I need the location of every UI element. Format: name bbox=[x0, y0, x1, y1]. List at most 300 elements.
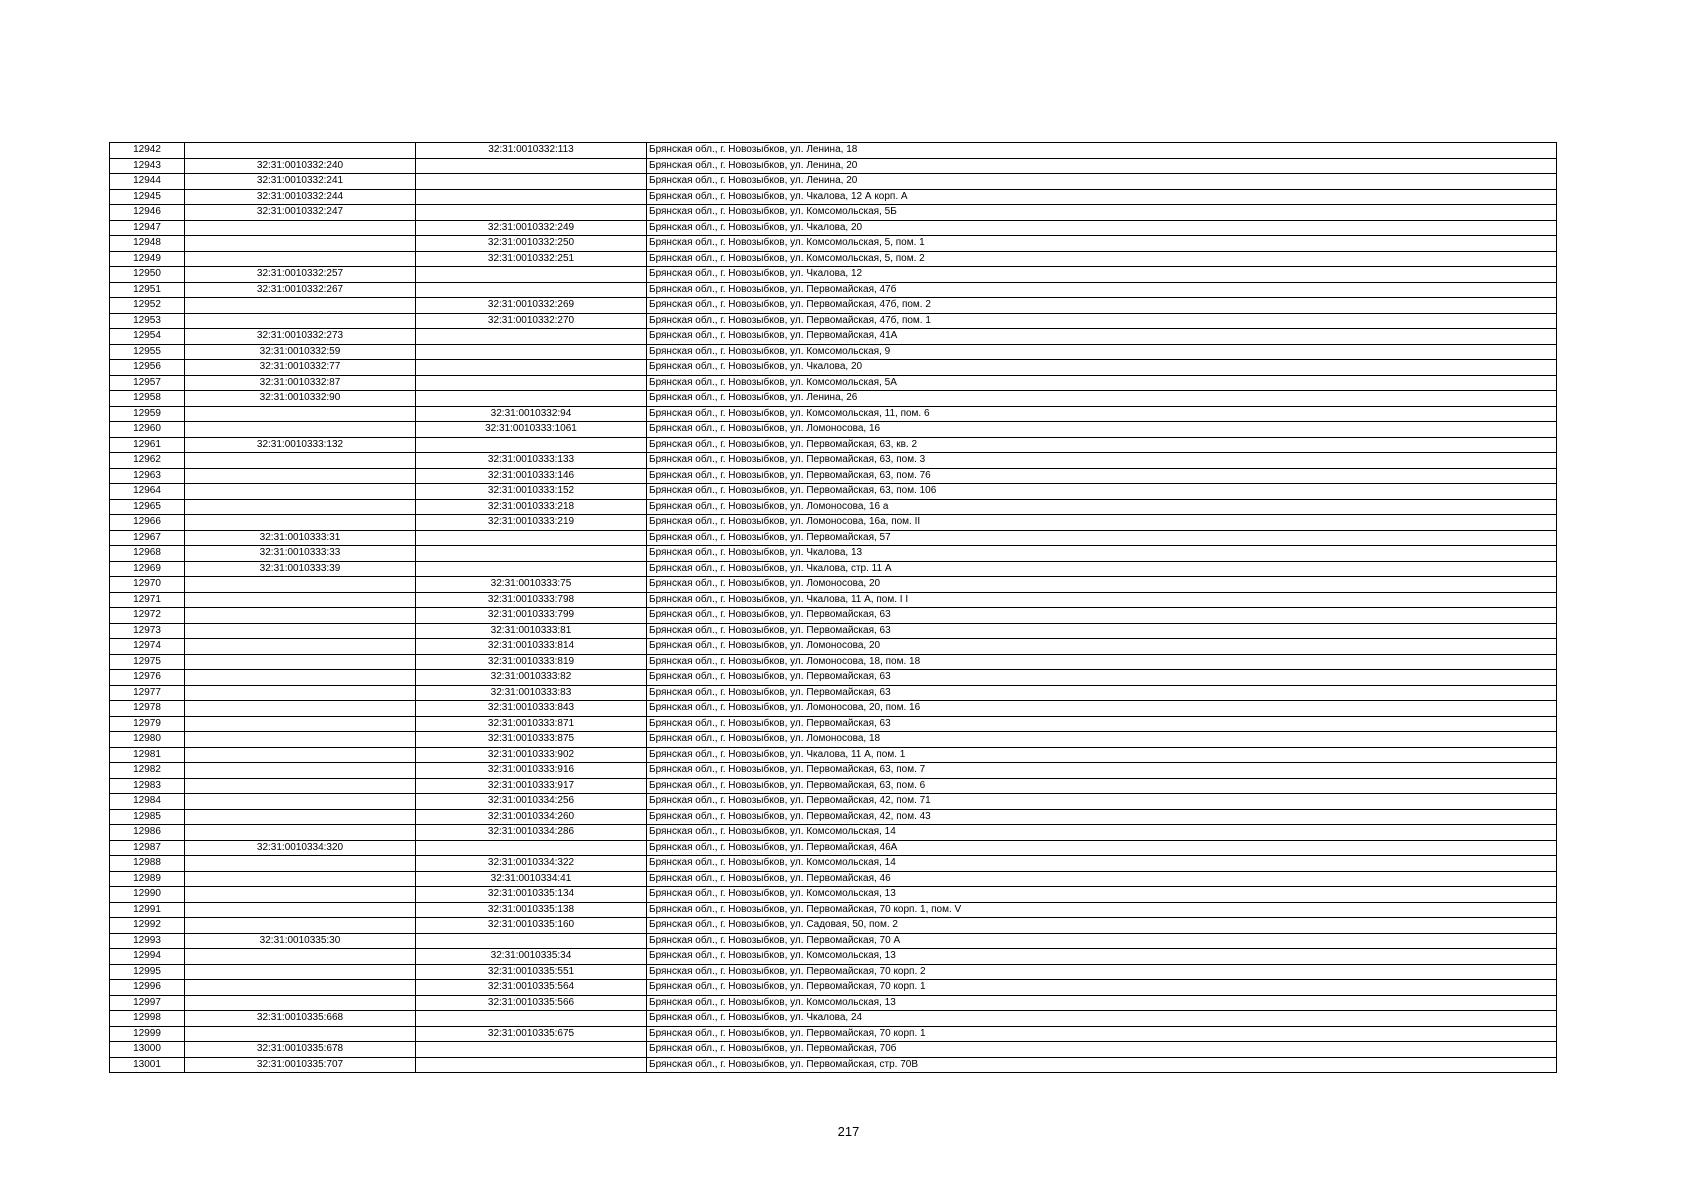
cadastral-number-alt-cell bbox=[416, 329, 647, 345]
cadastral-number-cell: 32:31:0010335:668 bbox=[185, 1011, 416, 1027]
row-number-cell: 12968 bbox=[110, 546, 185, 562]
address-cell: Брянская обл., г. Новозыбков, ул. Ленина, 20 bbox=[647, 158, 1557, 174]
row-number-cell: 12953 bbox=[110, 313, 185, 329]
cadastral-number-alt-cell: 32:31:0010333:133 bbox=[416, 453, 647, 469]
cadastral-number-alt-cell: 32:31:0010333:875 bbox=[416, 732, 647, 748]
table-row bbox=[110, 887, 1557, 903]
cadastral-number-alt-cell bbox=[416, 1011, 647, 1027]
address-cell: Брянская обл., г. Новозыбков, ул. Чкалова, 13 bbox=[647, 546, 1557, 562]
row-number-cell: 12977 bbox=[110, 685, 185, 701]
cadastral-number-cell: 32:31:0010332:273 bbox=[185, 329, 416, 345]
table-row bbox=[110, 685, 1557, 701]
cadastral-number-cell bbox=[185, 499, 416, 515]
cadastral-number-alt-cell bbox=[416, 933, 647, 949]
table-row bbox=[110, 515, 1557, 531]
cadastral-number-cell bbox=[185, 964, 416, 980]
address-cell: Брянская обл., г. Новозыбков, ул. Первомайская, 63, пом. 106 bbox=[647, 484, 1557, 500]
table-row bbox=[110, 391, 1557, 407]
cadastral-number-alt-cell bbox=[416, 375, 647, 391]
row-number-cell: 12949 bbox=[110, 251, 185, 267]
row-number-cell: 12974 bbox=[110, 639, 185, 655]
row-number-cell: 12978 bbox=[110, 701, 185, 717]
table-row bbox=[110, 840, 1557, 856]
row-number-cell: 12961 bbox=[110, 437, 185, 453]
row-number-cell: 12950 bbox=[110, 267, 185, 283]
cadastral-number-alt-cell: 32:31:0010334:256 bbox=[416, 794, 647, 810]
address-cell: Брянская обл., г. Новозыбков, ул. Ленина, 20 bbox=[647, 174, 1557, 190]
page-number: 217 bbox=[837, 1124, 860, 1139]
table-row bbox=[110, 608, 1557, 624]
cadastral-number-alt-cell: 32:31:0010333:1061 bbox=[416, 422, 647, 438]
address-cell: Брянская обл., г. Новозыбков, ул. Ленина, 26 bbox=[647, 391, 1557, 407]
cadastral-number-alt-cell: 32:31:0010334:260 bbox=[416, 809, 647, 825]
registry-table-body bbox=[110, 143, 1557, 1073]
row-number-cell: 12987 bbox=[110, 840, 185, 856]
cadastral-number-alt-cell: 32:31:0010335:566 bbox=[416, 995, 647, 1011]
cadastral-number-cell bbox=[185, 809, 416, 825]
address-cell: Брянская обл., г. Новозыбков, ул. Чкалова, 24 bbox=[647, 1011, 1557, 1027]
row-number-cell: 12989 bbox=[110, 871, 185, 887]
address-cell: Брянская обл., г. Новозыбков, ул. Первомайская, 63, пом. 7 bbox=[647, 763, 1557, 779]
cadastral-number-alt-cell: 32:31:0010333:83 bbox=[416, 685, 647, 701]
table-row bbox=[110, 639, 1557, 655]
table-row bbox=[110, 995, 1557, 1011]
table-row bbox=[110, 592, 1557, 608]
cadastral-number-cell bbox=[185, 313, 416, 329]
row-number-cell: 12992 bbox=[110, 918, 185, 934]
row-number-cell: 12990 bbox=[110, 887, 185, 903]
address-cell: Брянская обл., г. Новозыбков, ул. Ломоносова, 18 bbox=[647, 732, 1557, 748]
cadastral-number-alt-cell: 32:31:0010335:160 bbox=[416, 918, 647, 934]
row-number-cell: 12960 bbox=[110, 422, 185, 438]
cadastral-number-alt-cell: 32:31:0010332:250 bbox=[416, 236, 647, 252]
table-row bbox=[110, 484, 1557, 500]
address-cell: Брянская обл., г. Новозыбков, ул. Комсомольская, 13 bbox=[647, 949, 1557, 965]
cadastral-number-alt-cell: 32:31:0010334:322 bbox=[416, 856, 647, 872]
cadastral-number-cell: 32:31:0010332:77 bbox=[185, 360, 416, 376]
cadastral-number-cell bbox=[185, 887, 416, 903]
address-cell: Брянская обл., г. Новозыбков, ул. Первомайская, 70 корп. 1 bbox=[647, 1026, 1557, 1042]
cadastral-number-cell: 32:31:0010335:30 bbox=[185, 933, 416, 949]
cadastral-number-cell: 32:31:0010332:244 bbox=[185, 189, 416, 205]
cadastral-number-cell bbox=[185, 251, 416, 267]
cadastral-number-alt-cell bbox=[416, 189, 647, 205]
cadastral-number-alt-cell: 32:31:0010335:551 bbox=[416, 964, 647, 980]
row-number-cell: 12971 bbox=[110, 592, 185, 608]
table-row bbox=[110, 670, 1557, 686]
cadastral-number-cell bbox=[185, 592, 416, 608]
registry-table bbox=[109, 142, 1557, 1073]
address-cell: Брянская обл., г. Новозыбков, ул. Первомайская, 47б, пом. 1 bbox=[647, 313, 1557, 329]
cadastral-number-cell bbox=[185, 468, 416, 484]
cadastral-number-alt-cell: 32:31:0010332:269 bbox=[416, 298, 647, 314]
cadastral-number-cell bbox=[185, 763, 416, 779]
table-row bbox=[110, 422, 1557, 438]
cadastral-number-alt-cell bbox=[416, 1042, 647, 1058]
address-cell: Брянская обл., г. Новозыбков, ул. Первомайская, 63, пом. 3 bbox=[647, 453, 1557, 469]
table-row bbox=[110, 267, 1557, 283]
row-number-cell: 12982 bbox=[110, 763, 185, 779]
table-row bbox=[110, 375, 1557, 391]
row-number-cell: 12967 bbox=[110, 530, 185, 546]
address-cell: Брянская обл., г. Новозыбков, ул. Первомайская, 63, кв. 2 bbox=[647, 437, 1557, 453]
table-row bbox=[110, 577, 1557, 593]
cadastral-number-alt-cell: 32:31:0010332:113 bbox=[416, 143, 647, 159]
cadastral-number-alt-cell: 32:31:0010332:94 bbox=[416, 406, 647, 422]
row-number-cell: 13000 bbox=[110, 1042, 185, 1058]
address-cell: Брянская обл., г. Новозыбков, ул. Ломоносова, 20 bbox=[647, 577, 1557, 593]
table-row bbox=[110, 298, 1557, 314]
cadastral-number-cell bbox=[185, 623, 416, 639]
cadastral-number-alt-cell bbox=[416, 344, 647, 360]
cadastral-number-cell bbox=[185, 778, 416, 794]
cadastral-number-cell bbox=[185, 484, 416, 500]
cadastral-number-alt-cell: 32:31:0010333:819 bbox=[416, 654, 647, 670]
cadastral-number-cell bbox=[185, 747, 416, 763]
table-row bbox=[110, 189, 1557, 205]
address-cell: Брянская обл., г. Новозыбков, ул. Первомайская, 47б bbox=[647, 282, 1557, 298]
table-row bbox=[110, 1042, 1557, 1058]
cadastral-number-cell bbox=[185, 639, 416, 655]
address-cell: Брянская обл., г. Новозыбков, ул. Первомайская, 70б bbox=[647, 1042, 1557, 1058]
row-number-cell: 12985 bbox=[110, 809, 185, 825]
table-row bbox=[110, 716, 1557, 732]
table-row bbox=[110, 220, 1557, 236]
table-row bbox=[110, 205, 1557, 221]
cadastral-number-alt-cell: 32:31:0010333:798 bbox=[416, 592, 647, 608]
table-row bbox=[110, 546, 1557, 562]
address-cell: Брянская обл., г. Новозыбков, ул. Первомайская, стр. 70В bbox=[647, 1057, 1557, 1073]
row-number-cell: 12948 bbox=[110, 236, 185, 252]
cadastral-number-alt-cell: 32:31:0010334:286 bbox=[416, 825, 647, 841]
table-row bbox=[110, 809, 1557, 825]
table-row bbox=[110, 499, 1557, 515]
address-cell: Брянская обл., г. Новозыбков, ул. Комсомольская, 5Б bbox=[647, 205, 1557, 221]
cadastral-number-cell: 32:31:0010332:241 bbox=[185, 174, 416, 190]
address-cell: Брянская обл., г. Новозыбков, ул. Комсомольская, 13 bbox=[647, 995, 1557, 1011]
address-cell: Брянская обл., г. Новозыбков, ул. Ленина, 18 bbox=[647, 143, 1557, 159]
cadastral-number-cell bbox=[185, 670, 416, 686]
table-row bbox=[110, 282, 1557, 298]
row-number-cell: 12951 bbox=[110, 282, 185, 298]
cadastral-number-cell bbox=[185, 220, 416, 236]
cadastral-number-cell bbox=[185, 654, 416, 670]
table-row bbox=[110, 158, 1557, 174]
address-cell: Брянская обл., г. Новозыбков, ул. Первомайская, 41А bbox=[647, 329, 1557, 345]
cadastral-number-cell bbox=[185, 515, 416, 531]
cadastral-number-alt-cell: 32:31:0010335:134 bbox=[416, 887, 647, 903]
cadastral-number-cell bbox=[185, 918, 416, 934]
row-number-cell: 12995 bbox=[110, 964, 185, 980]
row-number-cell: 12946 bbox=[110, 205, 185, 221]
table-row bbox=[110, 143, 1557, 159]
cadastral-number-cell: 32:31:0010332:267 bbox=[185, 282, 416, 298]
row-number-cell: 12980 bbox=[110, 732, 185, 748]
table-row bbox=[110, 406, 1557, 422]
cadastral-number-alt-cell: 32:31:0010333:146 bbox=[416, 468, 647, 484]
address-cell: Брянская обл., г. Новозыбков, ул. Комсомольская, 5, пом. 1 bbox=[647, 236, 1557, 252]
table-row bbox=[110, 1057, 1557, 1073]
table-row bbox=[110, 174, 1557, 190]
cadastral-number-alt-cell: 32:31:0010335:34 bbox=[416, 949, 647, 965]
address-cell: Брянская обл., г. Новозыбков, ул. Чкалова, 11 А, пом. 1 bbox=[647, 747, 1557, 763]
address-cell: Брянская обл., г. Новозыбков, ул. Первомайская, 70 корп. 2 bbox=[647, 964, 1557, 980]
table-row bbox=[110, 933, 1557, 949]
table-row bbox=[110, 1011, 1557, 1027]
table-row bbox=[110, 1026, 1557, 1042]
row-number-cell: 12984 bbox=[110, 794, 185, 810]
table-row bbox=[110, 902, 1557, 918]
row-number-cell: 12958 bbox=[110, 391, 185, 407]
cadastral-number-cell bbox=[185, 685, 416, 701]
cadastral-number-cell bbox=[185, 143, 416, 159]
address-cell: Брянская обл., г. Новозыбков, ул. Чкалова, 12 bbox=[647, 267, 1557, 283]
cadastral-number-alt-cell: 32:31:0010333:218 bbox=[416, 499, 647, 515]
cadastral-number-alt-cell: 32:31:0010333:843 bbox=[416, 701, 647, 717]
address-cell: Брянская обл., г. Новозыбков, ул. Ломоносова, 20 bbox=[647, 639, 1557, 655]
address-cell: Брянская обл., г. Новозыбков, ул. Первомайская, 70 корп. 1, пом. V bbox=[647, 902, 1557, 918]
table-row bbox=[110, 871, 1557, 887]
cadastral-number-alt-cell: 32:31:0010333:902 bbox=[416, 747, 647, 763]
cadastral-number-cell bbox=[185, 856, 416, 872]
address-cell: Брянская обл., г. Новозыбков, ул. Первомайская, 46А bbox=[647, 840, 1557, 856]
address-cell: Брянская обл., г. Новозыбков, ул. Чкалова, 20 bbox=[647, 220, 1557, 236]
table-row bbox=[110, 437, 1557, 453]
row-number-cell: 12956 bbox=[110, 360, 185, 376]
cadastral-number-cell bbox=[185, 577, 416, 593]
address-cell: Брянская обл., г. Новозыбков, ул. Чкалова, 12 А корп. А bbox=[647, 189, 1557, 205]
table-row bbox=[110, 344, 1557, 360]
address-cell: Брянская обл., г. Новозыбков, ул. Комсомольская, 5, пом. 2 bbox=[647, 251, 1557, 267]
cadastral-number-cell: 32:31:0010332:87 bbox=[185, 375, 416, 391]
table-row bbox=[110, 251, 1557, 267]
address-cell: Брянская обл., г. Новозыбков, ул. Чкалова, 20 bbox=[647, 360, 1557, 376]
cadastral-number-alt-cell bbox=[416, 158, 647, 174]
table-row bbox=[110, 530, 1557, 546]
cadastral-number-cell bbox=[185, 236, 416, 252]
row-number-cell: 12981 bbox=[110, 747, 185, 763]
address-cell: Брянская обл., г. Новозыбков, ул. Первомайская, 47б, пом. 2 bbox=[647, 298, 1557, 314]
cadastral-number-alt-cell: 32:31:0010335:138 bbox=[416, 902, 647, 918]
row-number-cell: 12988 bbox=[110, 856, 185, 872]
cadastral-number-cell bbox=[185, 716, 416, 732]
address-cell: Брянская обл., г. Новозыбков, ул. Садовая, 50, пом. 2 bbox=[647, 918, 1557, 934]
row-number-cell: 12986 bbox=[110, 825, 185, 841]
address-cell: Брянская обл., г. Новозыбков, ул. Ломоносова, 16а, пом. II bbox=[647, 515, 1557, 531]
cadastral-number-cell: 32:31:0010333:132 bbox=[185, 437, 416, 453]
row-number-cell: 12991 bbox=[110, 902, 185, 918]
address-cell: Брянская обл., г. Новозыбков, ул. Комсомольская, 11, пом. 6 bbox=[647, 406, 1557, 422]
row-number-cell: 12996 bbox=[110, 980, 185, 996]
address-cell: Брянская обл., г. Новозыбков, ул. Первомайская, 63 bbox=[647, 670, 1557, 686]
row-number-cell: 12957 bbox=[110, 375, 185, 391]
cadastral-number-alt-cell bbox=[416, 546, 647, 562]
cadastral-number-alt-cell bbox=[416, 1057, 647, 1073]
address-cell: Брянская обл., г. Новозыбков, ул. Чкалова, стр. 11 А bbox=[647, 561, 1557, 577]
cadastral-number-cell bbox=[185, 701, 416, 717]
row-number-cell: 12997 bbox=[110, 995, 185, 1011]
table-row bbox=[110, 468, 1557, 484]
cadastral-number-alt-cell: 32:31:0010333:81 bbox=[416, 623, 647, 639]
row-number-cell: 12976 bbox=[110, 670, 185, 686]
address-cell: Брянская обл., г. Новозыбков, ул. Комсомольская, 14 bbox=[647, 825, 1557, 841]
table-row bbox=[110, 732, 1557, 748]
cadastral-number-cell bbox=[185, 949, 416, 965]
cadastral-number-alt-cell bbox=[416, 530, 647, 546]
address-cell: Брянская обл., г. Новозыбков, ул. Комсомольская, 13 bbox=[647, 887, 1557, 903]
cadastral-number-cell bbox=[185, 732, 416, 748]
cadastral-number-cell: 32:31:0010334:320 bbox=[185, 840, 416, 856]
row-number-cell: 12975 bbox=[110, 654, 185, 670]
cadastral-number-alt-cell: 32:31:0010333:917 bbox=[416, 778, 647, 794]
cadastral-number-cell bbox=[185, 298, 416, 314]
table-row bbox=[110, 964, 1557, 980]
address-cell: Брянская обл., г. Новозыбков, ул. Первомайская, 42, пом. 43 bbox=[647, 809, 1557, 825]
cadastral-number-alt-cell bbox=[416, 282, 647, 298]
row-number-cell: 12942 bbox=[110, 143, 185, 159]
table-row bbox=[110, 360, 1557, 376]
cadastral-number-alt-cell bbox=[416, 205, 647, 221]
row-number-cell: 12998 bbox=[110, 1011, 185, 1027]
address-cell: Брянская обл., г. Новозыбков, ул. Первомайская, 46 bbox=[647, 871, 1557, 887]
cadastral-number-alt-cell: 32:31:0010333:916 bbox=[416, 763, 647, 779]
address-cell: Брянская обл., г. Новозыбков, ул. Комсомольская, 14 bbox=[647, 856, 1557, 872]
address-cell: Брянская обл., г. Новозыбков, ул. Первомайская, 63 bbox=[647, 608, 1557, 624]
row-number-cell: 12994 bbox=[110, 949, 185, 965]
address-cell: Брянская обл., г. Новозыбков, ул. Первомайская, 42, пом. 71 bbox=[647, 794, 1557, 810]
address-cell: Брянская обл., г. Новозыбков, ул. Ломоносова, 20, пом. 16 bbox=[647, 701, 1557, 717]
table-row bbox=[110, 453, 1557, 469]
table-row bbox=[110, 236, 1557, 252]
row-number-cell: 12943 bbox=[110, 158, 185, 174]
table-row bbox=[110, 778, 1557, 794]
cadastral-number-cell: 32:31:0010333:39 bbox=[185, 561, 416, 577]
cadastral-number-cell bbox=[185, 406, 416, 422]
row-number-cell: 12999 bbox=[110, 1026, 185, 1042]
cadastral-number-alt-cell: 32:31:0010335:675 bbox=[416, 1026, 647, 1042]
table-row bbox=[110, 654, 1557, 670]
table-row bbox=[110, 949, 1557, 965]
address-cell: Брянская обл., г. Новозыбков, ул. Первомайская, 63, пом. 76 bbox=[647, 468, 1557, 484]
address-cell: Брянская обл., г. Новозыбков, ул. Первомайская, 57 bbox=[647, 530, 1557, 546]
table-row bbox=[110, 825, 1557, 841]
table-row bbox=[110, 763, 1557, 779]
row-number-cell: 12954 bbox=[110, 329, 185, 345]
table-row bbox=[110, 794, 1557, 810]
cadastral-number-alt-cell: 32:31:0010333:219 bbox=[416, 515, 647, 531]
cadastral-number-alt-cell: 32:31:0010335:564 bbox=[416, 980, 647, 996]
address-cell: Брянская обл., г. Новозыбков, ул. Комсомольская, 5А bbox=[647, 375, 1557, 391]
row-number-cell: 12963 bbox=[110, 468, 185, 484]
cadastral-number-cell: 32:31:0010332:257 bbox=[185, 267, 416, 283]
address-cell: Брянская обл., г. Новозыбков, ул. Первомайская, 63 bbox=[647, 685, 1557, 701]
cadastral-number-alt-cell bbox=[416, 391, 647, 407]
row-number-cell: 12965 bbox=[110, 499, 185, 515]
cadastral-number-cell bbox=[185, 422, 416, 438]
table-row bbox=[110, 747, 1557, 763]
cadastral-number-alt-cell: 32:31:0010332:270 bbox=[416, 313, 647, 329]
table-row bbox=[110, 701, 1557, 717]
row-number-cell: 12947 bbox=[110, 220, 185, 236]
cadastral-number-cell bbox=[185, 825, 416, 841]
row-number-cell: 12952 bbox=[110, 298, 185, 314]
row-number-cell: 12959 bbox=[110, 406, 185, 422]
address-cell: Брянская обл., г. Новозыбков, ул. Ломоносова, 16 bbox=[647, 422, 1557, 438]
cadastral-number-cell: 32:31:0010335:678 bbox=[185, 1042, 416, 1058]
row-number-cell: 12969 bbox=[110, 561, 185, 577]
row-number-cell: 12962 bbox=[110, 453, 185, 469]
address-cell: Брянская обл., г. Новозыбков, ул. Ломоносова, 18, пом. 18 bbox=[647, 654, 1557, 670]
table-row bbox=[110, 313, 1557, 329]
cadastral-number-cell bbox=[185, 995, 416, 1011]
cadastral-number-cell bbox=[185, 794, 416, 810]
cadastral-number-cell: 32:31:0010332:240 bbox=[185, 158, 416, 174]
row-number-cell: 12966 bbox=[110, 515, 185, 531]
cadastral-number-alt-cell: 32:31:0010333:82 bbox=[416, 670, 647, 686]
address-cell: Брянская обл., г. Новозыбков, ул. Первомайская, 63 bbox=[647, 716, 1557, 732]
cadastral-number-cell bbox=[185, 1026, 416, 1042]
cadastral-number-alt-cell bbox=[416, 174, 647, 190]
row-number-cell: 12945 bbox=[110, 189, 185, 205]
row-number-cell: 12993 bbox=[110, 933, 185, 949]
address-cell: Брянская обл., г. Новозыбков, ул. Первомайская, 70 корп. 1 bbox=[647, 980, 1557, 996]
address-cell: Брянская обл., г. Новозыбков, ул. Первомайская, 70 А bbox=[647, 933, 1557, 949]
cadastral-number-cell: 32:31:0010332:247 bbox=[185, 205, 416, 221]
row-number-cell: 12955 bbox=[110, 344, 185, 360]
table-row bbox=[110, 329, 1557, 345]
cadastral-number-alt-cell: 32:31:0010333:814 bbox=[416, 639, 647, 655]
cadastral-number-cell bbox=[185, 902, 416, 918]
row-number-cell: 12979 bbox=[110, 716, 185, 732]
table-row bbox=[110, 856, 1557, 872]
row-number-cell: 12964 bbox=[110, 484, 185, 500]
cadastral-number-alt-cell bbox=[416, 840, 647, 856]
address-cell: Брянская обл., г. Новозыбков, ул. Первомайская, 63 bbox=[647, 623, 1557, 639]
row-number-cell: 12970 bbox=[110, 577, 185, 593]
table-row bbox=[110, 918, 1557, 934]
cadastral-number-alt-cell: 32:31:0010332:249 bbox=[416, 220, 647, 236]
cadastral-number-cell: 32:31:0010332:59 bbox=[185, 344, 416, 360]
cadastral-number-cell bbox=[185, 871, 416, 887]
row-number-cell: 12972 bbox=[110, 608, 185, 624]
cadastral-number-cell bbox=[185, 608, 416, 624]
cadastral-number-cell: 32:31:0010333:33 bbox=[185, 546, 416, 562]
cadastral-number-cell: 32:31:0010332:90 bbox=[185, 391, 416, 407]
cadastral-number-alt-cell: 32:31:0010333:799 bbox=[416, 608, 647, 624]
address-cell: Брянская обл., г. Новозыбков, ул. Первомайская, 63, пом. 6 bbox=[647, 778, 1557, 794]
row-number-cell: 12944 bbox=[110, 174, 185, 190]
cadastral-number-alt-cell: 32:31:0010334:41 bbox=[416, 871, 647, 887]
cadastral-number-alt-cell: 32:31:0010332:251 bbox=[416, 251, 647, 267]
row-number-cell: 12973 bbox=[110, 623, 185, 639]
cadastral-number-alt-cell: 32:31:0010333:75 bbox=[416, 577, 647, 593]
cadastral-number-cell bbox=[185, 980, 416, 996]
row-number-cell: 12983 bbox=[110, 778, 185, 794]
address-cell: Брянская обл., г. Новозыбков, ул. Комсомольская, 9 bbox=[647, 344, 1557, 360]
table-row bbox=[110, 623, 1557, 639]
cadastral-number-alt-cell bbox=[416, 561, 647, 577]
table-row bbox=[110, 980, 1557, 996]
cadastral-number-alt-cell bbox=[416, 360, 647, 376]
cadastral-number-alt-cell bbox=[416, 437, 647, 453]
row-number-cell: 13001 bbox=[110, 1057, 185, 1073]
cadastral-number-alt-cell bbox=[416, 267, 647, 283]
table-row bbox=[110, 561, 1557, 577]
cadastral-number-cell: 32:31:0010335:707 bbox=[185, 1057, 416, 1073]
address-cell: Брянская обл., г. Новозыбков, ул. Чкалова, 11 А, пом. I I bbox=[647, 592, 1557, 608]
cadastral-number-alt-cell: 32:31:0010333:152 bbox=[416, 484, 647, 500]
cadastral-number-alt-cell: 32:31:0010333:871 bbox=[416, 716, 647, 732]
